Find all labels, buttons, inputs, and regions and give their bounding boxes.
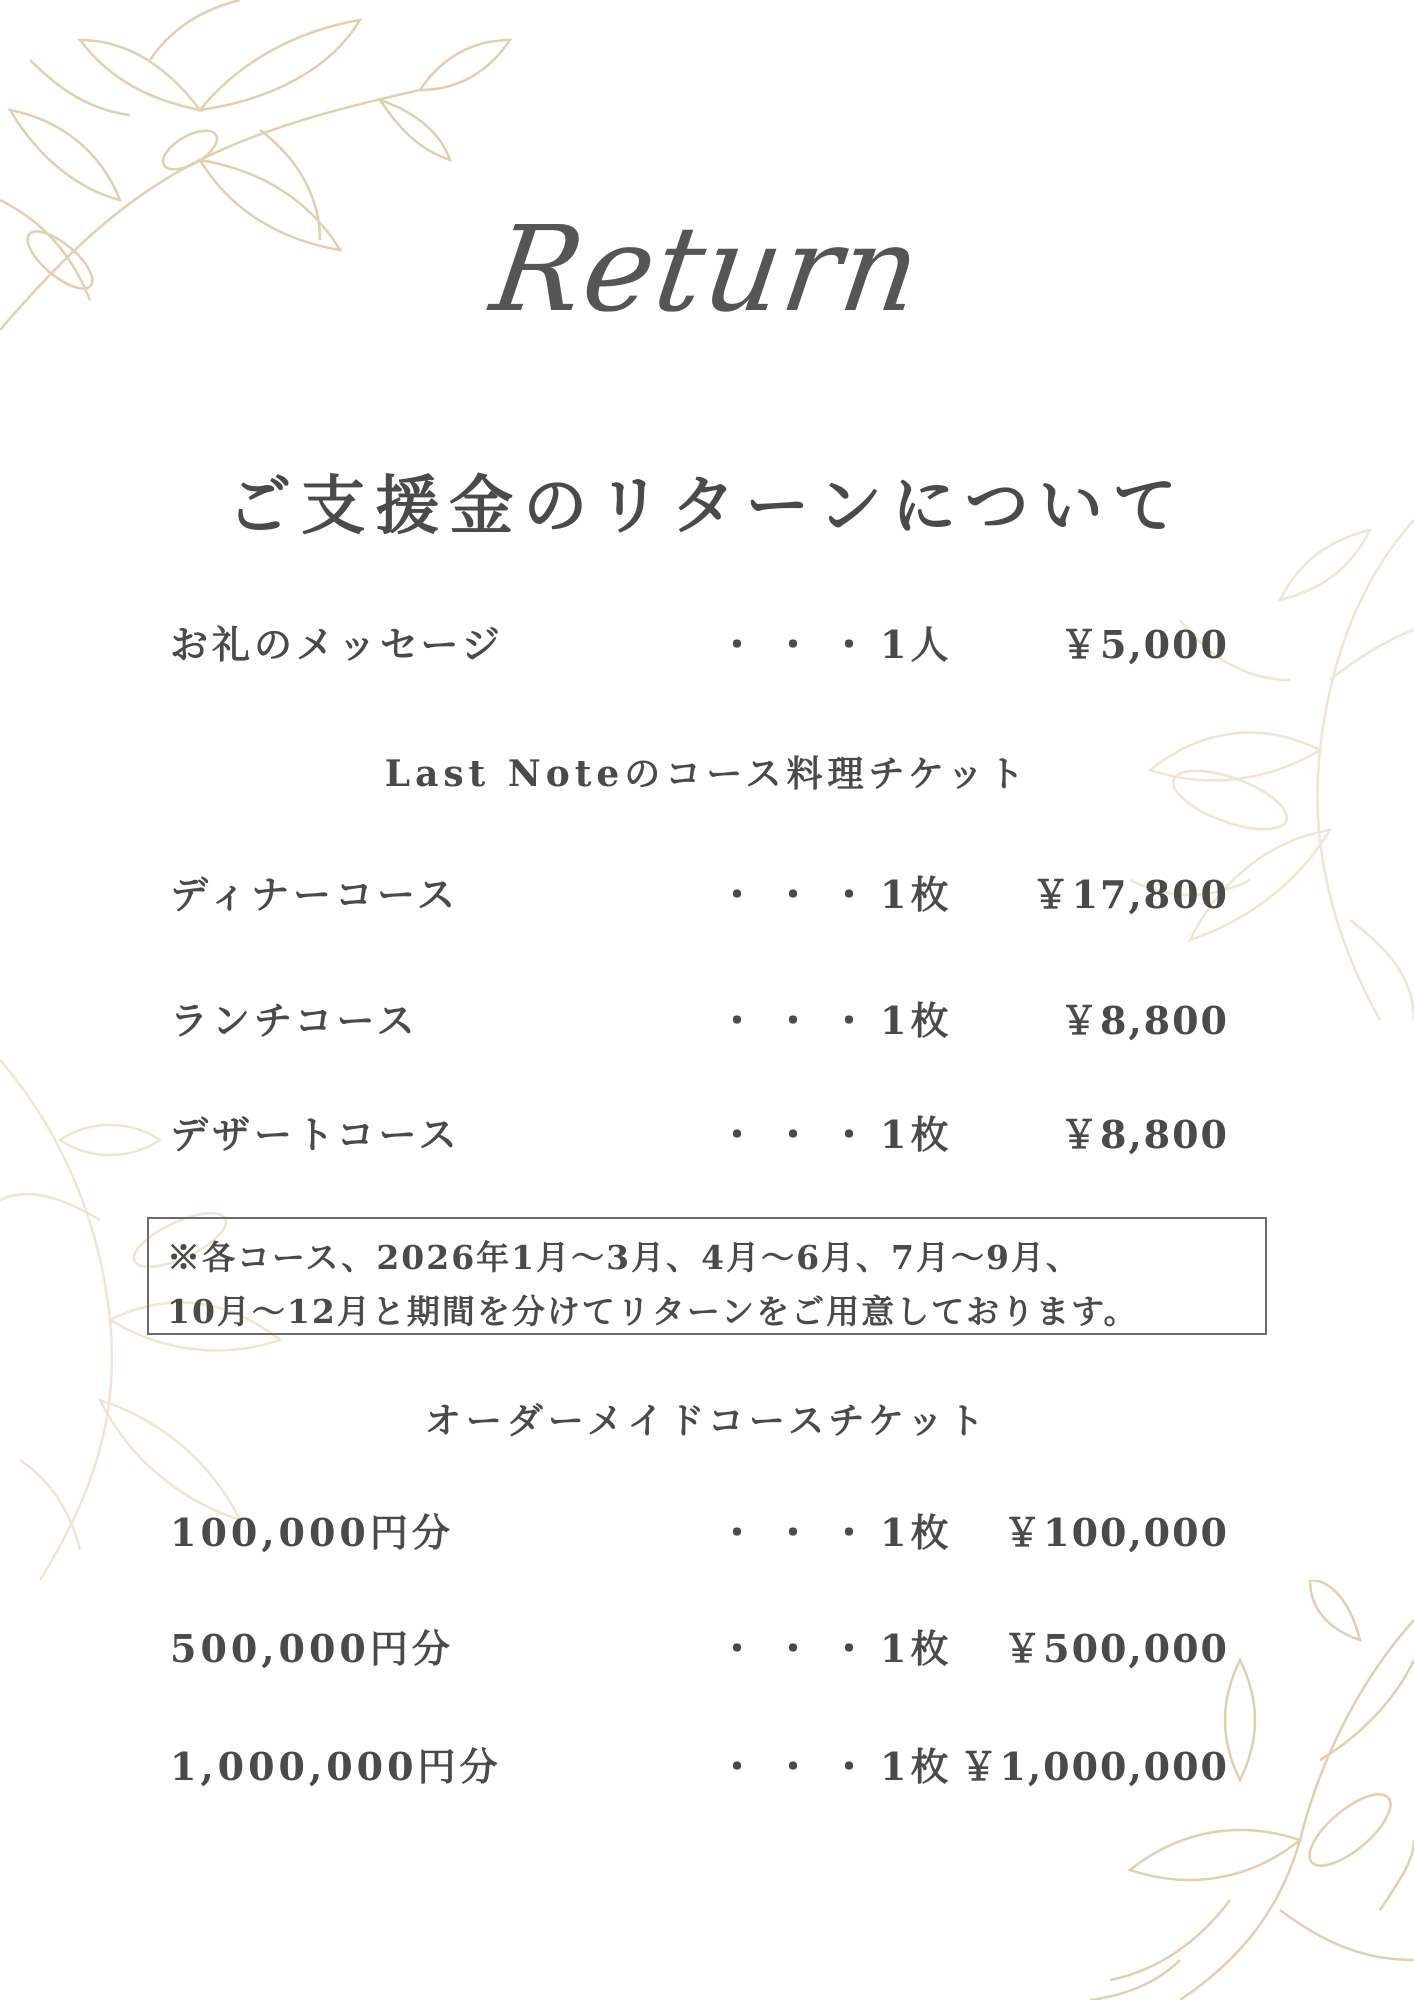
item-name: 500,000円分 <box>170 1626 454 1671</box>
return-row-1m <box>0 1736 1414 1796</box>
leader-dots: ・・・ <box>718 622 887 667</box>
return-row-lunch <box>0 990 1414 1050</box>
item-quantity: 1枚 <box>880 872 953 917</box>
leader-dots: ・・・ <box>718 1626 887 1671</box>
item-price: ￥17,800 <box>1031 872 1229 917</box>
custom-section-heading: オーダーメイドコースチケット <box>424 1400 990 1442</box>
item-price: ￥5,000 <box>1060 622 1229 667</box>
period-note-box <box>147 1217 1267 1335</box>
return-row-dinner <box>0 864 1414 924</box>
item-quantity: 1枚 <box>880 1510 953 1555</box>
return-row-message <box>0 614 1414 674</box>
course-section-heading: Last Noteのコース料理チケット <box>384 753 1030 795</box>
leader-dots: ・・・ <box>718 1112 887 1157</box>
item-quantity: 1枚 <box>880 1626 953 1671</box>
return-row-500k <box>0 1618 1414 1678</box>
return-row-dessert <box>0 1104 1414 1164</box>
note-line-2: 10月～12月と期間を分けてリターンをご用意しております。 <box>167 1292 1139 1331</box>
leader-dots: ・・・ <box>718 1510 887 1555</box>
item-name: ランチコース <box>170 998 419 1043</box>
item-price: ￥8,800 <box>1060 1112 1229 1157</box>
leader-dots: ・・・ <box>718 998 887 1043</box>
script-title: Return <box>484 200 930 338</box>
item-quantity: 1人 <box>880 622 953 667</box>
page-title: ご支援金のリターンについて <box>227 469 1187 544</box>
leader-dots: ・・・ <box>718 872 887 917</box>
item-name: 100,000円分 <box>170 1510 454 1555</box>
leader-dots: ・・・ <box>718 1744 887 1789</box>
item-name: お礼のメッセージ <box>170 622 504 667</box>
item-name: デザートコース <box>170 1112 461 1157</box>
item-quantity: 1枚 <box>880 998 953 1043</box>
item-price: ￥500,000 <box>1003 1626 1229 1671</box>
item-price: ￥1,000,000 <box>959 1744 1229 1789</box>
item-name: ディナーコース <box>170 872 460 917</box>
item-price: ￥100,000 <box>1003 1510 1229 1555</box>
note-line-1: ※各コース、2026年1月～3月、4月～6月、7月～9月、 <box>167 1238 1081 1277</box>
return-row-100k <box>0 1502 1414 1562</box>
item-price: ￥8,800 <box>1060 998 1229 1043</box>
item-quantity: 1枚 <box>880 1112 953 1157</box>
item-name: 1,000,000円分 <box>170 1744 502 1789</box>
item-quantity: 1枚 <box>880 1744 953 1789</box>
